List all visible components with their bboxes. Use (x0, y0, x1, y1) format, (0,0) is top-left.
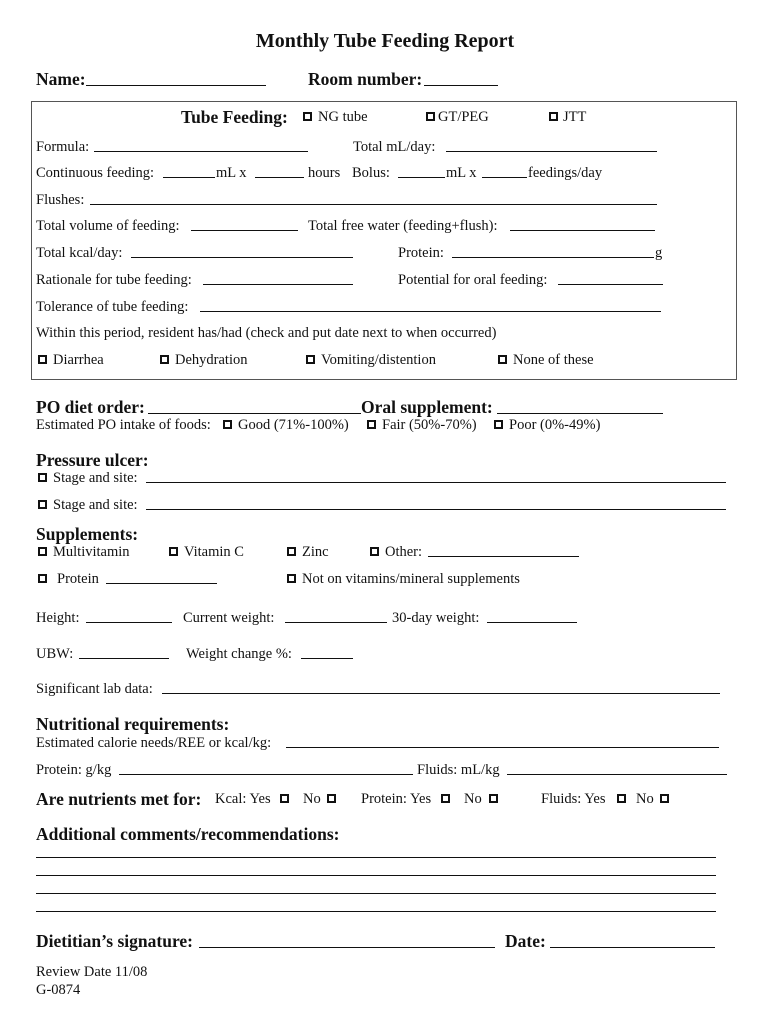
fluids-no-label: No (636, 791, 654, 807)
within-period-instructions: Within this period, resident has/had (check and put date next to when occurred) (36, 325, 497, 341)
oral-supplement-label: Oral supplement: (361, 397, 493, 417)
dehydration-label: Dehydration (175, 352, 248, 368)
stage-site-1-label: Stage and site: (53, 470, 138, 486)
zinc-label: Zinc (302, 544, 329, 560)
gt-peg-checkbox[interactable] (426, 112, 435, 121)
po-intake-label: Estimated PO intake of foods: (36, 417, 211, 433)
room-number-label: Room number: (308, 69, 423, 89)
intake-fair-checkbox[interactable] (367, 420, 376, 429)
diarrhea-checkbox[interactable] (38, 355, 47, 364)
dehydration-checkbox[interactable] (160, 355, 169, 364)
po-diet-order-label: PO diet order: (36, 397, 145, 417)
continuous-hours-field[interactable] (255, 177, 304, 178)
vomiting-checkbox[interactable] (306, 355, 315, 364)
protein-supplement-field[interactable] (106, 583, 217, 584)
comments-line-2[interactable] (36, 875, 716, 876)
total-volume-field[interactable] (191, 230, 298, 231)
pressure-ulcer-heading: Pressure ulcer: (36, 450, 149, 470)
vitamin-c-label: Vitamin C (184, 544, 244, 560)
weight-change-field[interactable] (301, 658, 353, 659)
protein-no-checkbox[interactable] (489, 794, 498, 803)
total-ml-day-field[interactable] (446, 151, 657, 152)
bolus-ml-field[interactable] (398, 177, 445, 178)
not-on-vitamins-checkbox[interactable] (287, 574, 296, 583)
continuous-ml-x-label: mL x (216, 165, 247, 181)
intake-poor-label: Poor (0%-49%) (509, 417, 601, 433)
protein-label: Protein: (398, 245, 444, 261)
gt-peg-label: GT/PEG (438, 109, 489, 125)
thirty-day-weight-field[interactable] (487, 622, 577, 623)
name-field[interactable] (86, 85, 266, 86)
protein-yes-checkbox[interactable] (441, 794, 450, 803)
oral-supplement-field[interactable] (497, 413, 663, 414)
dietitian-signature-label: Dietitian’s signature: (36, 931, 194, 951)
diarrhea-label: Diarrhea (53, 352, 104, 368)
not-on-vitamins-label: Not on vitamins/mineral supplements (302, 571, 520, 587)
other-supplement-field[interactable] (428, 556, 579, 557)
total-volume-label: Total volume of feeding: (36, 218, 180, 234)
protein-gkg-field[interactable] (119, 774, 413, 775)
dietitian-signature-field[interactable] (199, 947, 495, 948)
ubw-field[interactable] (79, 658, 169, 659)
intake-fair-label: Fair (50%-70%) (382, 417, 477, 433)
comments-line-1[interactable] (36, 857, 716, 858)
potential-oral-field[interactable] (558, 284, 663, 285)
vitamin-c-checkbox[interactable] (169, 547, 178, 556)
supplements-heading: Supplements: (36, 524, 139, 544)
comments-line-4[interactable] (36, 911, 716, 912)
jtt-label: JTT (563, 109, 587, 125)
intake-good-label: Good (71%-100%) (238, 417, 349, 433)
name-label: Name: (36, 69, 86, 89)
date-label: Date: (505, 931, 546, 951)
total-kcal-label: Total kcal/day: (36, 245, 123, 261)
protein-yes-label: Protein: Yes (361, 791, 432, 807)
protein-unit-label: g (655, 245, 663, 261)
tolerance-field[interactable] (200, 311, 661, 312)
fluids-no-checkbox[interactable] (660, 794, 669, 803)
intake-poor-checkbox[interactable] (494, 420, 503, 429)
ubw-label: UBW: (36, 646, 74, 662)
bolus-feedings-field[interactable] (482, 177, 527, 178)
kcal-yes-label: Kcal: Yes (215, 791, 271, 807)
stage-site-1-field[interactable] (146, 482, 726, 483)
stage-site-2-checkbox[interactable] (38, 500, 47, 509)
stage-site-1-checkbox[interactable] (38, 473, 47, 482)
fluids-mlkg-field[interactable] (507, 774, 727, 775)
page-title: Monthly Tube Feeding Report (255, 30, 515, 52)
continuous-feeding-label: Continuous feeding: (36, 165, 155, 181)
height-label: Height: (36, 610, 80, 626)
total-ml-day-label: Total mL/day: (353, 139, 436, 155)
tolerance-label: Tolerance of tube feeding: (36, 299, 189, 315)
thirty-day-weight-label: 30-day weight: (392, 610, 480, 626)
stage-site-2-label: Stage and site: (53, 497, 138, 513)
tube-feeding-heading: Tube Feeding: (181, 107, 288, 127)
bolus-label: Bolus: (352, 165, 390, 181)
jtt-checkbox[interactable] (549, 112, 558, 121)
form-code: G-0874 (36, 982, 81, 998)
room-number-field[interactable] (424, 85, 498, 86)
flushes-field[interactable] (90, 204, 657, 205)
protein-supplement-checkbox[interactable] (38, 574, 47, 583)
potential-oral-label: Potential for oral feeding: (398, 272, 548, 288)
current-weight-label: Current weight: (183, 610, 275, 626)
po-diet-order-field[interactable] (148, 413, 361, 414)
nutrients-met-heading: Are nutrients met for: (36, 789, 202, 809)
fluids-yes-checkbox[interactable] (617, 794, 626, 803)
zinc-checkbox[interactable] (287, 547, 296, 556)
total-free-water-field[interactable] (510, 230, 655, 231)
calorie-needs-label: Estimated calorie needs/REE or kcal/kg: (36, 735, 272, 751)
ng-tube-checkbox[interactable] (303, 112, 312, 121)
comments-heading: Additional comments/recommendations: (36, 824, 340, 844)
height-field[interactable] (86, 622, 172, 623)
total-free-water-label: Total free water (feeding+flush): (308, 218, 498, 234)
protein-no-label: No (464, 791, 482, 807)
kcal-yes-checkbox[interactable] (280, 794, 289, 803)
protein-supplement-label: Protein (57, 571, 99, 587)
fluids-mlkg-label: Fluids: mL/kg (417, 762, 500, 778)
formula-label: Formula: (36, 139, 90, 155)
kcal-no-label: No (303, 791, 321, 807)
stage-site-2-field[interactable] (146, 509, 726, 510)
date-field[interactable] (550, 947, 715, 948)
hours-label: hours (308, 165, 341, 181)
protein-gkg-label: Protein: g/kg (36, 762, 112, 778)
current-weight-field[interactable] (285, 622, 387, 623)
calorie-needs-field[interactable] (286, 747, 719, 748)
continuous-ml-field[interactable] (163, 177, 215, 178)
other-supplement-checkbox[interactable] (370, 547, 379, 556)
kcal-no-checkbox[interactable] (327, 794, 336, 803)
ng-tube-label: NG tube (318, 109, 368, 125)
none-of-these-checkbox[interactable] (498, 355, 507, 364)
vomiting-label: Vomiting/distention (321, 352, 436, 368)
lab-data-field[interactable] (162, 693, 720, 694)
flushes-label: Flushes: (36, 192, 85, 208)
weight-change-label: Weight change %: (186, 646, 292, 662)
nutritional-requirements-heading: Nutritional requirements: (36, 714, 230, 734)
feedings-per-day-label: feedings/day (528, 165, 603, 181)
multivitamin-checkbox[interactable] (38, 547, 47, 556)
total-kcal-field[interactable] (131, 257, 353, 258)
other-supplement-label: Other: (385, 544, 423, 560)
protein-field[interactable] (452, 257, 654, 258)
rationale-field[interactable] (203, 284, 353, 285)
bolus-ml-x-label: mL x (446, 165, 477, 181)
lab-data-label: Significant lab data: (36, 681, 153, 697)
formula-field[interactable] (94, 151, 308, 152)
multivitamin-label: Multivitamin (53, 544, 130, 560)
rationale-label: Rationale for tube feeding: (36, 272, 192, 288)
none-of-these-label: None of these (513, 352, 594, 368)
fluids-yes-label: Fluids: Yes (541, 791, 606, 807)
review-date: Review Date 11/08 (36, 964, 148, 980)
intake-good-checkbox[interactable] (223, 420, 232, 429)
comments-line-3[interactable] (36, 893, 716, 894)
